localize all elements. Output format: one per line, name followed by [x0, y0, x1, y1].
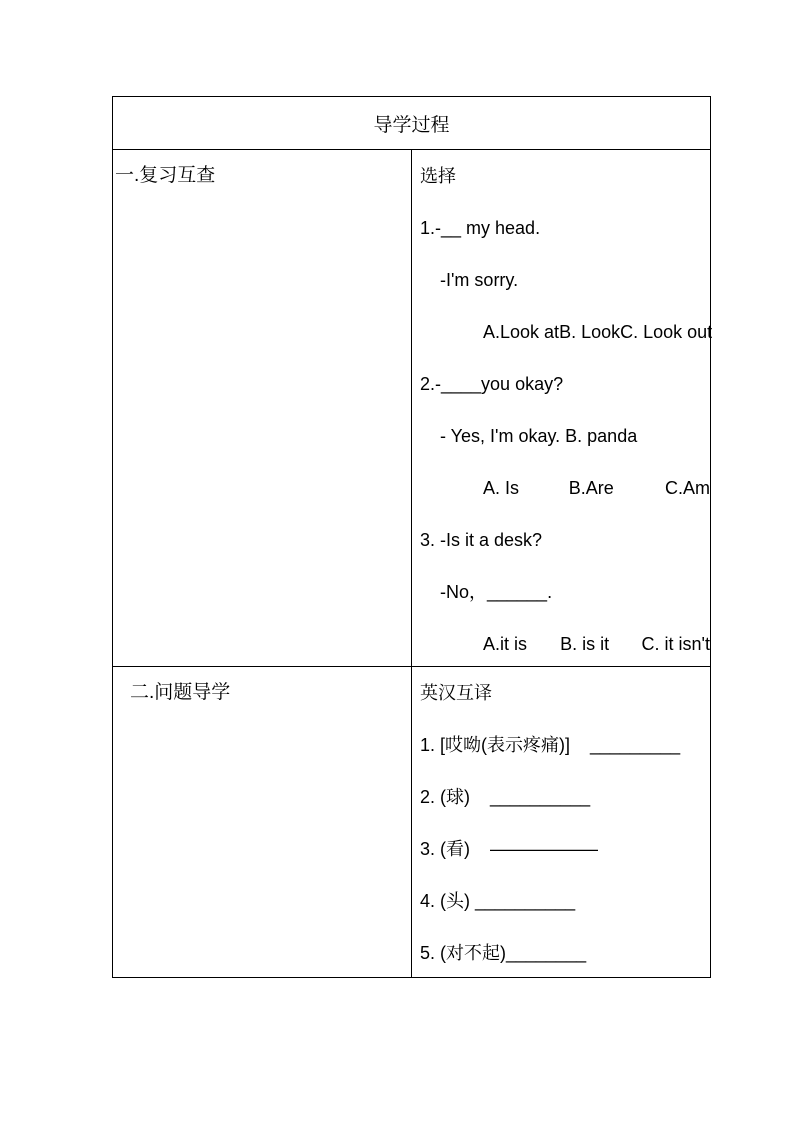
section-heading: 选择	[420, 166, 456, 186]
question-1-options	[420, 306, 713, 358]
option-b: B.Are	[568, 478, 614, 498]
option-c: C. it isn't	[641, 634, 710, 654]
section-guide-row	[113, 667, 711, 978]
option-c: C.Am	[665, 478, 710, 498]
option-a: A.it is	[483, 634, 528, 654]
study-guide-table	[112, 96, 711, 978]
question-3-options	[420, 618, 710, 666]
translation-item-4: 4. (头) __________	[420, 891, 576, 911]
translation-item-5: 5. (对不起)________	[420, 943, 587, 963]
title-row	[113, 97, 711, 150]
section-guide-content	[412, 667, 711, 978]
question-2-options	[420, 462, 710, 514]
section-review-row	[113, 150, 711, 667]
option-c: C. Look out	[620, 322, 713, 342]
question-1-stem: 1.-__ my head.	[420, 218, 541, 238]
section-review-content	[412, 150, 711, 667]
table-title: 导学过程	[113, 97, 711, 150]
question-3-stem: 3. -Is it a desk?	[420, 530, 543, 550]
option-b: B. is it	[560, 634, 610, 654]
question-1-reply: -I'm sorry.	[440, 270, 519, 290]
section-label-cell	[113, 150, 412, 667]
option-a: A. Is	[483, 478, 520, 498]
translation-item-3: 3. (看) ——————	[420, 839, 599, 859]
section-label-cell	[113, 667, 412, 978]
question-3-reply: -No，______.	[440, 582, 553, 602]
section-heading: 英汉互译	[420, 683, 492, 703]
option-a: A.Look at	[483, 322, 560, 342]
question-2-stem: 2.-____you okay?	[420, 374, 564, 394]
question-2-reply: - Yes, I'm okay. B. panda	[440, 426, 638, 446]
translation-item-2: 2. (球) __________	[420, 787, 591, 807]
section-guide-label: 二.问题导学	[130, 682, 231, 703]
section-review-label: 一.复习互查	[115, 165, 216, 186]
option-b: B. Look	[559, 322, 621, 342]
translation-item-1: 1. [哎呦(表示疼痛)] _________	[420, 735, 681, 755]
